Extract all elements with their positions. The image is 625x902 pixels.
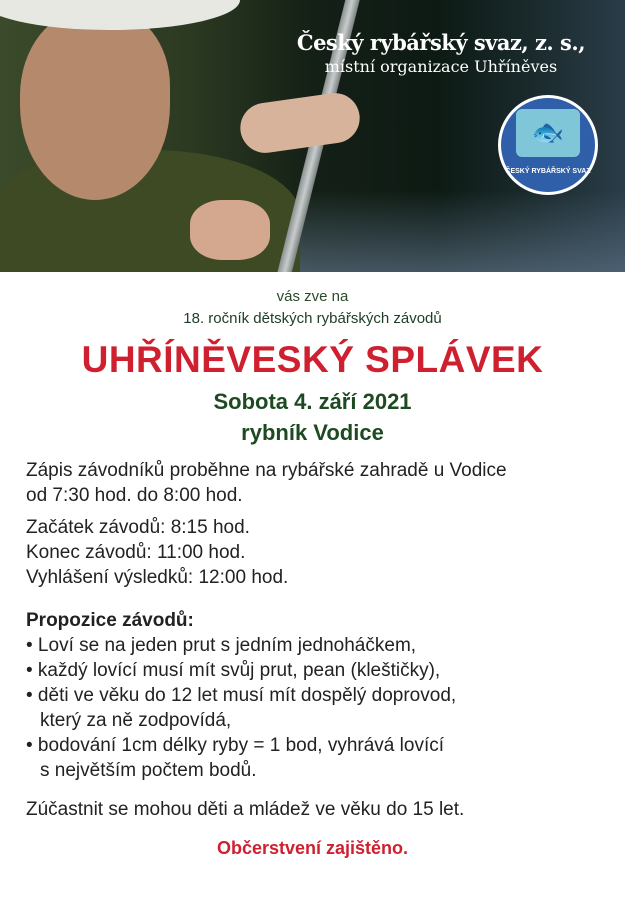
event-title: UHŘÍNĚVESKÝ SPLÁVEK xyxy=(81,339,544,380)
event-details xyxy=(26,458,621,822)
invite-text: vás zve na xyxy=(276,288,349,305)
boy-hand xyxy=(190,200,270,260)
boy-cap xyxy=(0,0,240,30)
rule-line: • každý lovící musí mít svůj prut, pean (kleštičky), xyxy=(26,660,441,681)
registration-line: Zápis závodníků proběhne na rybářské zahradě u Vodice xyxy=(26,460,507,481)
logo-text: ČESKÝ RYBÁŘSKÝ SVAZ xyxy=(505,168,591,175)
fish-icon: 🐟 xyxy=(531,117,565,147)
rules-heading: Propozice závodů: xyxy=(26,610,194,631)
event-place: rybník Vodice xyxy=(241,420,384,445)
poster-content xyxy=(0,286,625,860)
refreshments-note: Občerstvení zajištěno. xyxy=(216,838,409,858)
boy-arm xyxy=(237,90,363,156)
org-branch: místní organizace Uhříněves xyxy=(324,57,558,76)
org-name: Český rybářský svaz, z. s., xyxy=(296,30,585,55)
eligibility-text: Zúčastnit se mohou děti a mládež ve věku do 15 let. xyxy=(26,799,465,820)
organization-heading xyxy=(297,30,585,76)
schedule-line: Vyhlášení výsledků: 12:00 hod. xyxy=(26,567,289,588)
registration-line: od 7:30 hod. do 8:00 hod. xyxy=(26,485,243,506)
water-background xyxy=(300,190,625,272)
rule-line: • děti ve věku do 12 let musí mít dospělý doprovod, xyxy=(26,685,457,706)
rule-line: • bodování 1cm délky ryby = 1 bod, vyhrává lovící xyxy=(26,735,444,756)
rule-line: který za ně zodpovídá, xyxy=(40,710,232,731)
event-date: Sobota 4. září 2021 xyxy=(213,389,412,414)
header-photo xyxy=(0,0,625,272)
edition-text: 18. ročník dětských rybářských závodů xyxy=(183,310,442,327)
crs-logo xyxy=(498,95,598,195)
boy-face xyxy=(20,10,170,200)
schedule-line: Konec závodů: 11:00 hod. xyxy=(26,542,246,563)
rule-line: • Loví se na jeden prut s jedním jednoháčkem, xyxy=(26,635,417,656)
rule-line: s největším počtem bodů. xyxy=(40,760,257,781)
schedule-line: Začátek závodů: 8:15 hod. xyxy=(26,517,250,538)
